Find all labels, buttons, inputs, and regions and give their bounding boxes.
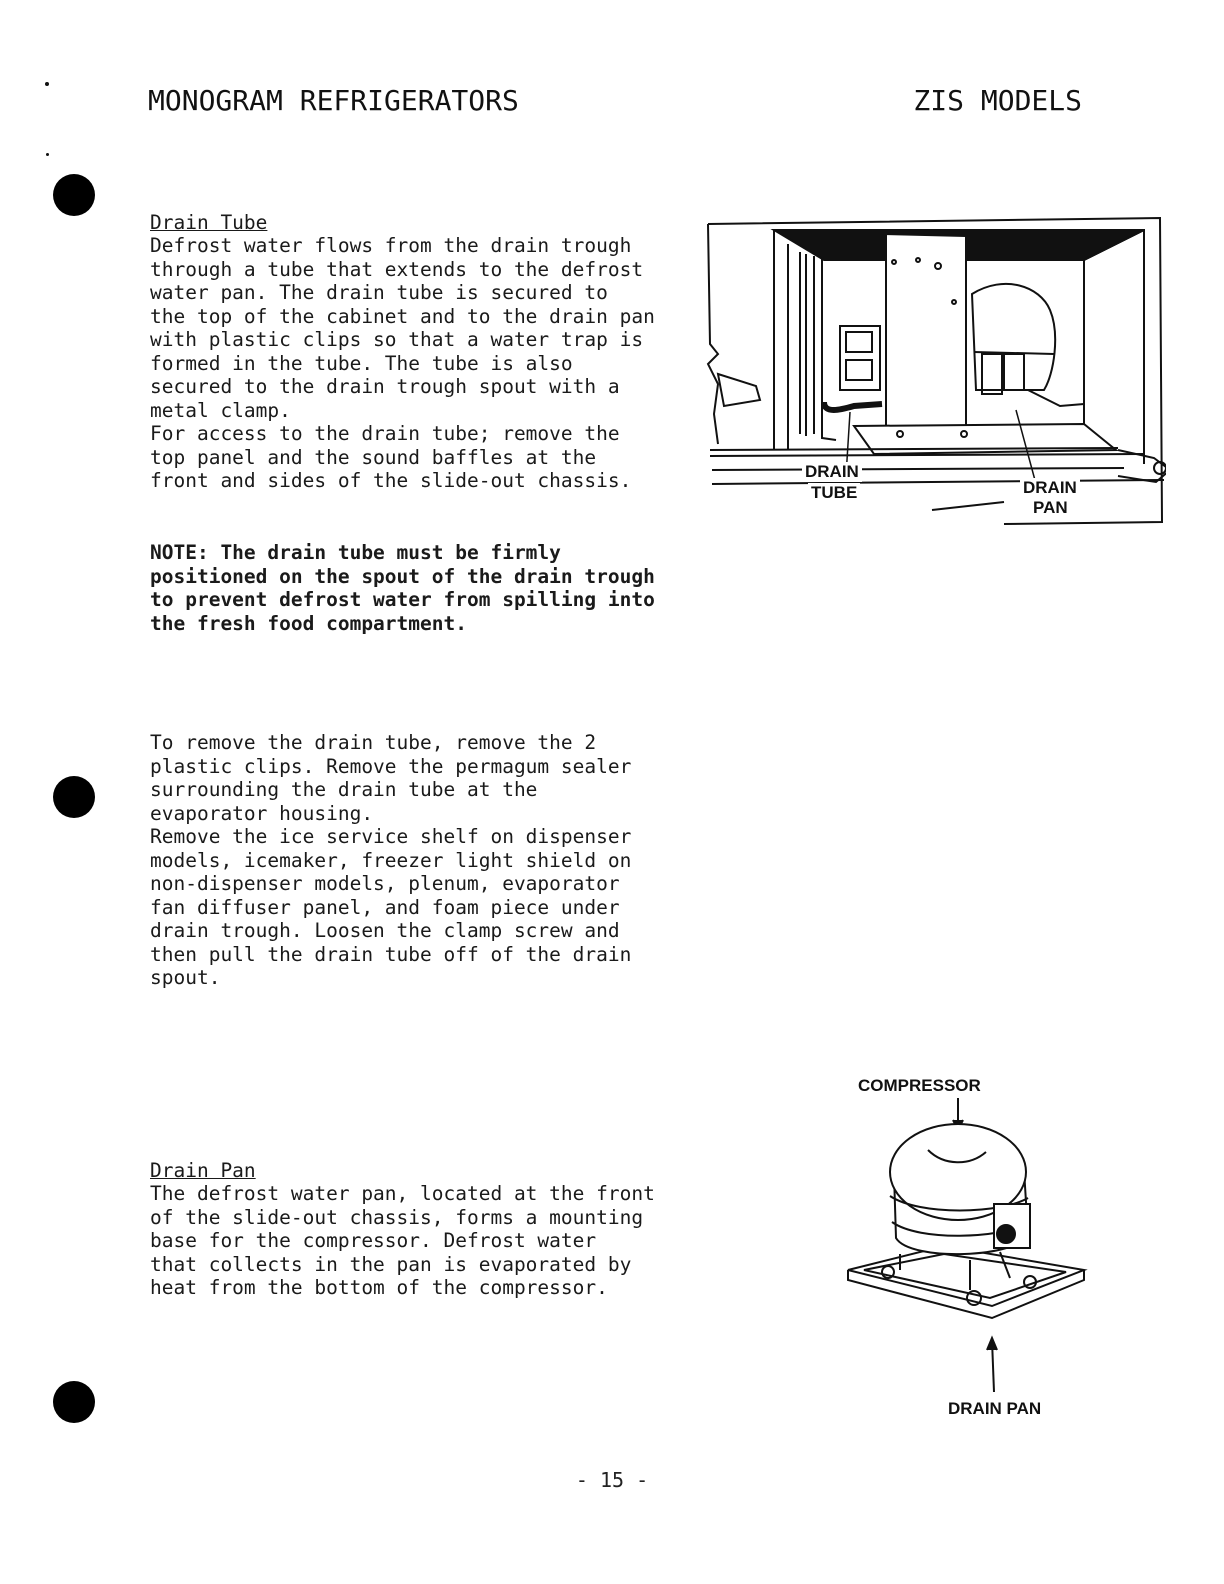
punch-hole-bottom	[53, 1381, 95, 1423]
drain-tube-section	[150, 187, 690, 493]
drain-tube-label-line1: DRAIN	[802, 462, 862, 482]
drain-tube-label-line2: TUBE	[808, 483, 860, 503]
punch-hole-middle	[53, 776, 95, 818]
drain-pan-label-line2: PAN	[1030, 498, 1071, 518]
drain-pan-label: DRAIN PAN	[945, 1399, 1044, 1419]
chassis-drawing	[704, 214, 1166, 526]
drain-tube-heading: Drain Tube	[150, 210, 268, 234]
drain-pan-section	[150, 1135, 690, 1300]
page-number: - 15 -	[575, 1468, 649, 1492]
compressor-drawing	[840, 1074, 1100, 1424]
drain-pan-label-line1: DRAIN	[1020, 478, 1080, 498]
document-title: MONOGRAM REFRIGERATORS	[148, 84, 519, 117]
scan-speck	[46, 153, 49, 156]
compressor-label: COMPRESSOR	[855, 1076, 984, 1096]
scan-speck	[45, 82, 49, 86]
compressor-illustration	[840, 1074, 1100, 1424]
punch-hole-top	[53, 174, 95, 216]
removal-instructions: To remove the drain tube, remove the 2 plastic clips. Remove the permagum sealer surrounding the drain tube at the evaporator housing. Remove the ice service shelf on dispenser models, icemaker, freezer light shield on non-dispenser models, plenum, evaporator fan diffuser panel, and foam piece under drain trough. Loosen the clamp screw and then pull the drain tube off of the drain spout.	[150, 731, 632, 989]
drain-pan-body: The defrost water pan, located at the front of the slide-out chassis, forms a mounting base for the compressor. Defrost water that collects in the pan is evaporated by heat from the bottom of the compressor.	[150, 1182, 655, 1299]
chassis-illustration	[704, 214, 1166, 526]
drain-tube-body: Defrost water flows from the drain trough through a tube that extends to the defrost water pan. The drain tube is secured to the top of the cabinet and to the drain pan with plastic clips so that a water trap is formed in the tube. The tube is also secured to the drain trough spout with a metal clamp. For access to the drain tube; remove the top panel and the sound baffles at the front and sides of the slide-out chassis.	[150, 234, 655, 492]
drain-tube-note: NOTE: The drain tube must be firmly positioned on the spout of the drain trough to prevent defrost water from spilling into the fresh food compartment.	[150, 541, 655, 635]
model-title: ZIS MODELS	[913, 84, 1082, 117]
drain-pan-heading: Drain Pan	[150, 1158, 256, 1182]
